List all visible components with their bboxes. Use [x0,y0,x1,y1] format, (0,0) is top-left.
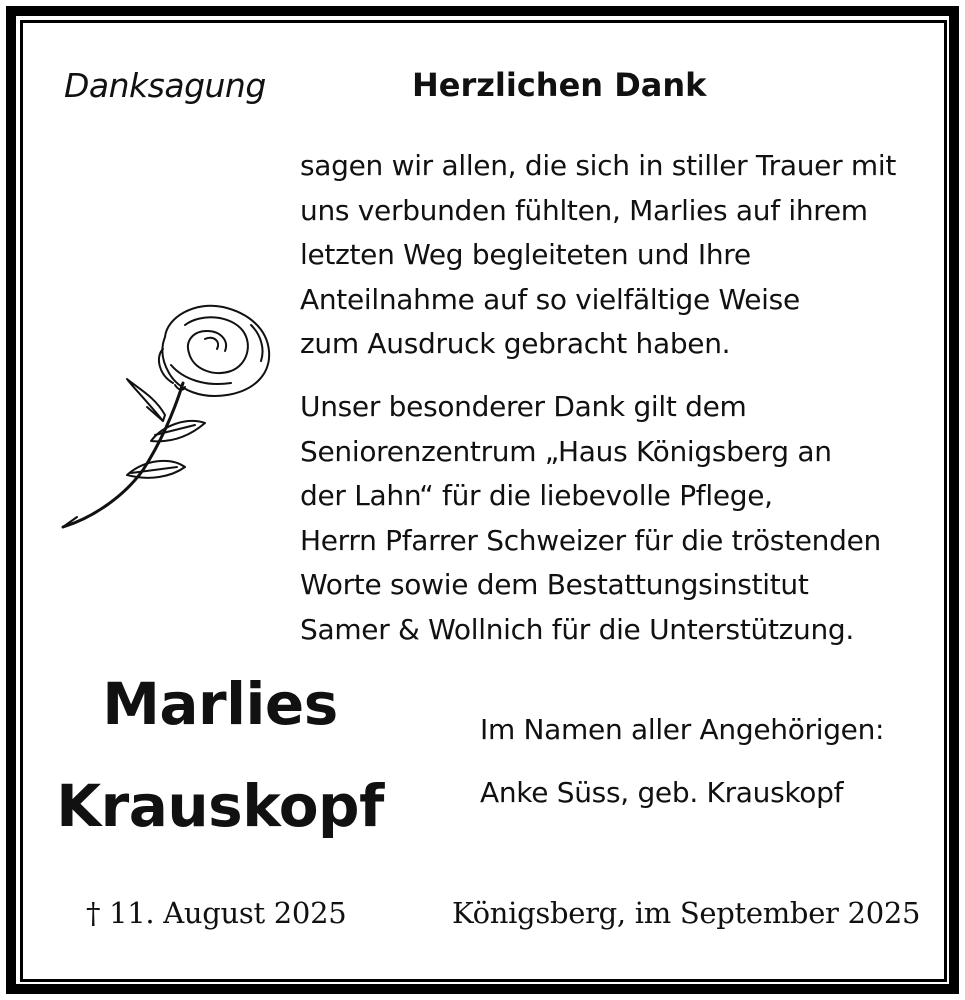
text-line: Unser besonderer Dank gilt dem [300,390,747,423]
place-and-date: Königsberg, im September 2025 [452,896,921,930]
deceased-last-name: Krauskopf [56,772,384,840]
rose-illustration-icon [55,295,275,535]
notice-type-label: Danksagung [64,66,266,105]
text-line: Anteilnahme auf so vielfältige Weise [300,282,800,316]
text-line: sagen wir allen, die sich in stiller Trauer mit [300,149,897,182]
death-date: † 11. August 2025 [86,896,347,930]
text-line: der Lahn“ für die liebevolle Pflege, [300,479,773,512]
text-line: Samer & Wollnich für die Unterstützung. [300,612,854,646]
special-thanks-paragraph [300,385,881,652]
notice-heading: Herzlichen Dank [412,66,707,104]
text-line: Seniorenzentrum „Haus Königsberg an [300,434,832,468]
text-line: zum Ausdruck gebracht haben. [300,327,731,360]
text-line: uns verbunden fühlten, Marlies auf ihrem [300,193,868,227]
on-behalf-line: Im Namen aller Angehörigen: [480,713,885,746]
text-line: Herrn Pfarrer Schweizer für die tröstenden [300,523,881,557]
text-line: Worte sowie dem Bestattungsinstitut [300,568,809,601]
deceased-first-name: Marlies [102,670,338,738]
signer-name: Anke Süss, geb. Krauskopf [480,776,844,809]
thanks-paragraph [300,144,896,367]
text-line: letzten Weg begleiteten und Ihre [300,238,751,271]
